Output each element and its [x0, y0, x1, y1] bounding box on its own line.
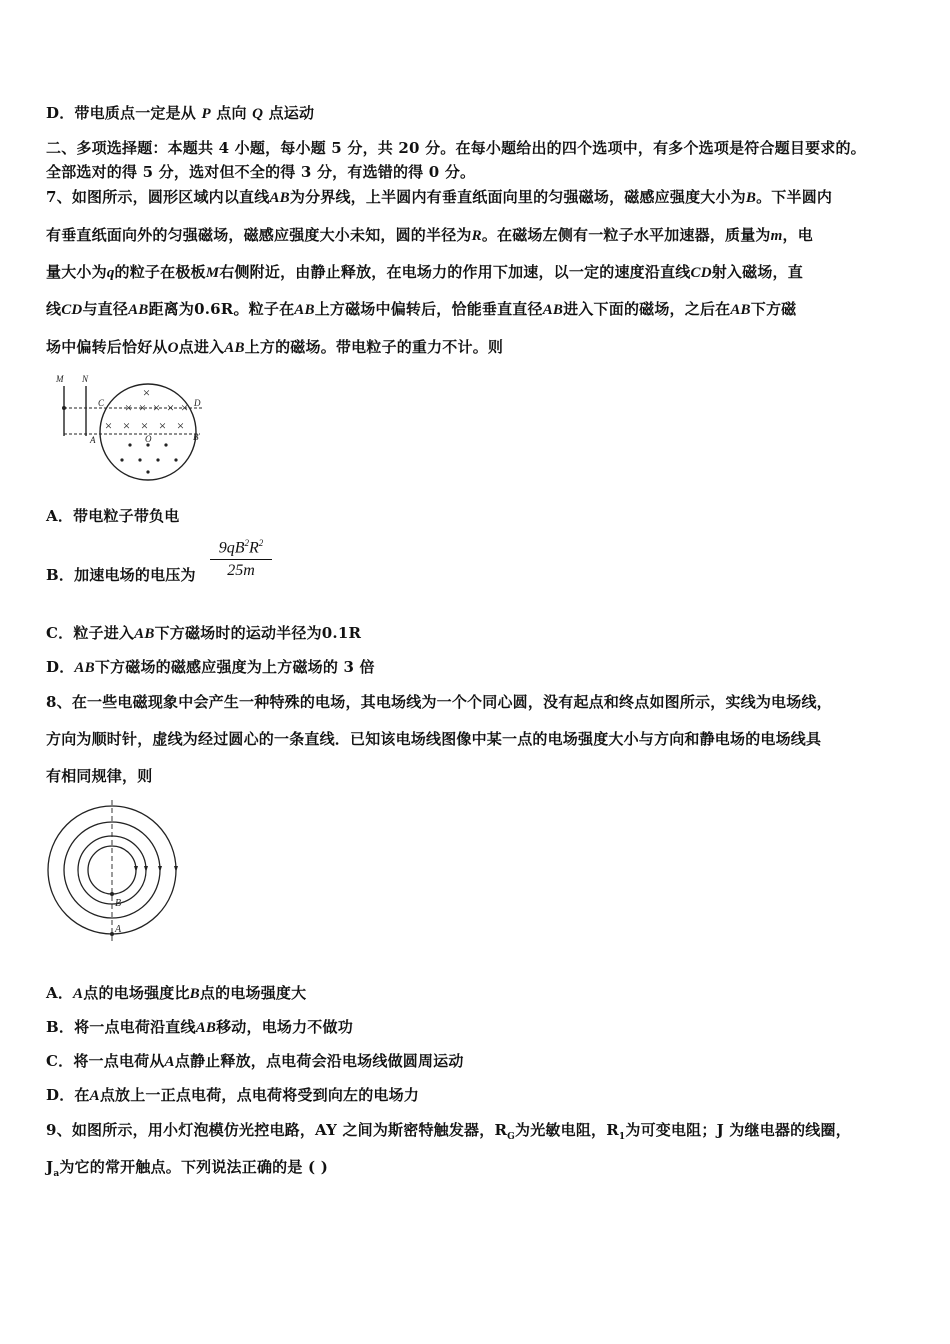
q7-line-4: 线CD与直径AB距离为0.6R。粒子在AB上方磁场中偏转后，恰能垂直直径AB进入下面的磁场，之后在AB下方磁: [46, 300, 797, 318]
svg-text:A: A: [115, 924, 122, 935]
svg-text:C: C: [98, 398, 105, 408]
q7-line-3: 量大小为q的粒子在极板M右侧附近，由静止释放，在电场力的作用下加速，以一定的速度沿直线CD射入磁场，直: [46, 263, 803, 281]
q9-line-1: 9、如图所示，用小灯泡模仿光控电路，AY 之间为斯密特触发器，$R_G$为光敏电阻，$R_1$为可变电阻；J 为继电器的线圈，: [46, 1121, 851, 1142]
arrow: [144, 866, 148, 872]
q9-line-2: $J_a$为它的常开触点。下列说法正确的是 ( ): [46, 1158, 328, 1179]
q7-option-b: B．加速电场的电压为: [46, 566, 196, 584]
svg-text:×: ×: [138, 400, 147, 415]
q8-option-b: B．将一点电荷沿直线AB移动，电场力不做功: [46, 1018, 353, 1036]
section2-note: 全部选对的得 5 分，选对但不全的得 3 分，有选错的得 0 分。: [46, 163, 476, 181]
q8-option-c: C．将一点电荷从A点静止释放，点电荷会沿电场线做圆周运动: [46, 1052, 464, 1070]
svg-text:B: B: [193, 432, 199, 442]
q7-option-c: C．粒子进入AB下方磁场时的运动半径为0.1R: [46, 624, 362, 642]
q8-option-d: D．在A点放上一正点电荷，点电荷将受到向左的电场力: [46, 1086, 420, 1104]
q8-line-1: 8、在一些电磁现象中会产生一种特殊的电场，其电场线为一个个同心圆，没有起点和终点如图所示，实线为电场线，: [46, 693, 832, 711]
q7-line-2: 有垂直纸面向外的匀强磁场，磁感应强度大小未知，圆的半径为R。在磁场左侧有一粒子水平加速器，质量为m，电: [46, 226, 813, 244]
q6-option-d: D．带电质点一定是从 P 点向 Q 点运动: [46, 104, 315, 122]
svg-text:×: ×: [152, 400, 161, 415]
svg-text:M: M: [56, 374, 64, 384]
svg-text:×: ×: [124, 400, 133, 415]
svg-text:O: O: [145, 434, 152, 444]
svg-text:×: ×: [122, 418, 131, 433]
q7-magnetic-field-figure: [52, 370, 212, 485]
q7-voltage-fraction: $\frac{9qB^2R^2}{25m}$: [210, 538, 272, 580]
section2-heading: 二、多项选择题：本题共 4 小题，每小题 5 分，共 20 分。在每小题给出的四个选项中，有多个选项是符合题目要求的。: [46, 139, 866, 157]
svg-text:×: ×: [104, 418, 113, 433]
svg-text:×: ×: [176, 418, 185, 433]
q7-option-a: A．带电粒子带负电: [46, 507, 180, 525]
arrow: [158, 866, 162, 872]
q7-option-d: D．AB下方磁场的磁感应强度为上方磁场的 3 倍: [46, 658, 375, 676]
svg-text:B: B: [115, 898, 122, 909]
point-a: [110, 932, 114, 936]
svg-text:N: N: [82, 374, 89, 384]
svg-text:×: ×: [142, 385, 151, 400]
q8-option-a: A．A点的电场强度比B点的电场强度大: [46, 984, 307, 1002]
point-b: [110, 892, 114, 896]
svg-text:A: A: [90, 435, 96, 445]
arrow: [174, 866, 178, 872]
arrow: [134, 866, 138, 872]
field-line-core: [88, 846, 136, 894]
q8-line-3: 有相同规律，则: [46, 767, 153, 785]
svg-text:D: D: [194, 398, 201, 408]
svg-text:×: ×: [180, 400, 189, 415]
svg-text:×: ×: [158, 418, 167, 433]
svg-text:×: ×: [166, 400, 175, 415]
q7-line-1: 7、如图所示，圆形区域内以直线AB为分界线，上半圆内有垂直纸面向里的匀强磁场，磁感应强度大小为B。下半圆内: [46, 188, 833, 206]
q8-line-2: 方向为顺时针，虚线为经过圆心的一条直线．已知该电场线图像中某一点的电场强度大小与方向和静电场的电场线具: [46, 730, 822, 748]
svg-text:×: ×: [140, 418, 149, 433]
q8-field-lines-figure: [44, 796, 184, 946]
q7-line-5: 场中偏转后恰好从O点进入AB上方的磁场。带电粒子的重力不计。则: [46, 338, 504, 356]
